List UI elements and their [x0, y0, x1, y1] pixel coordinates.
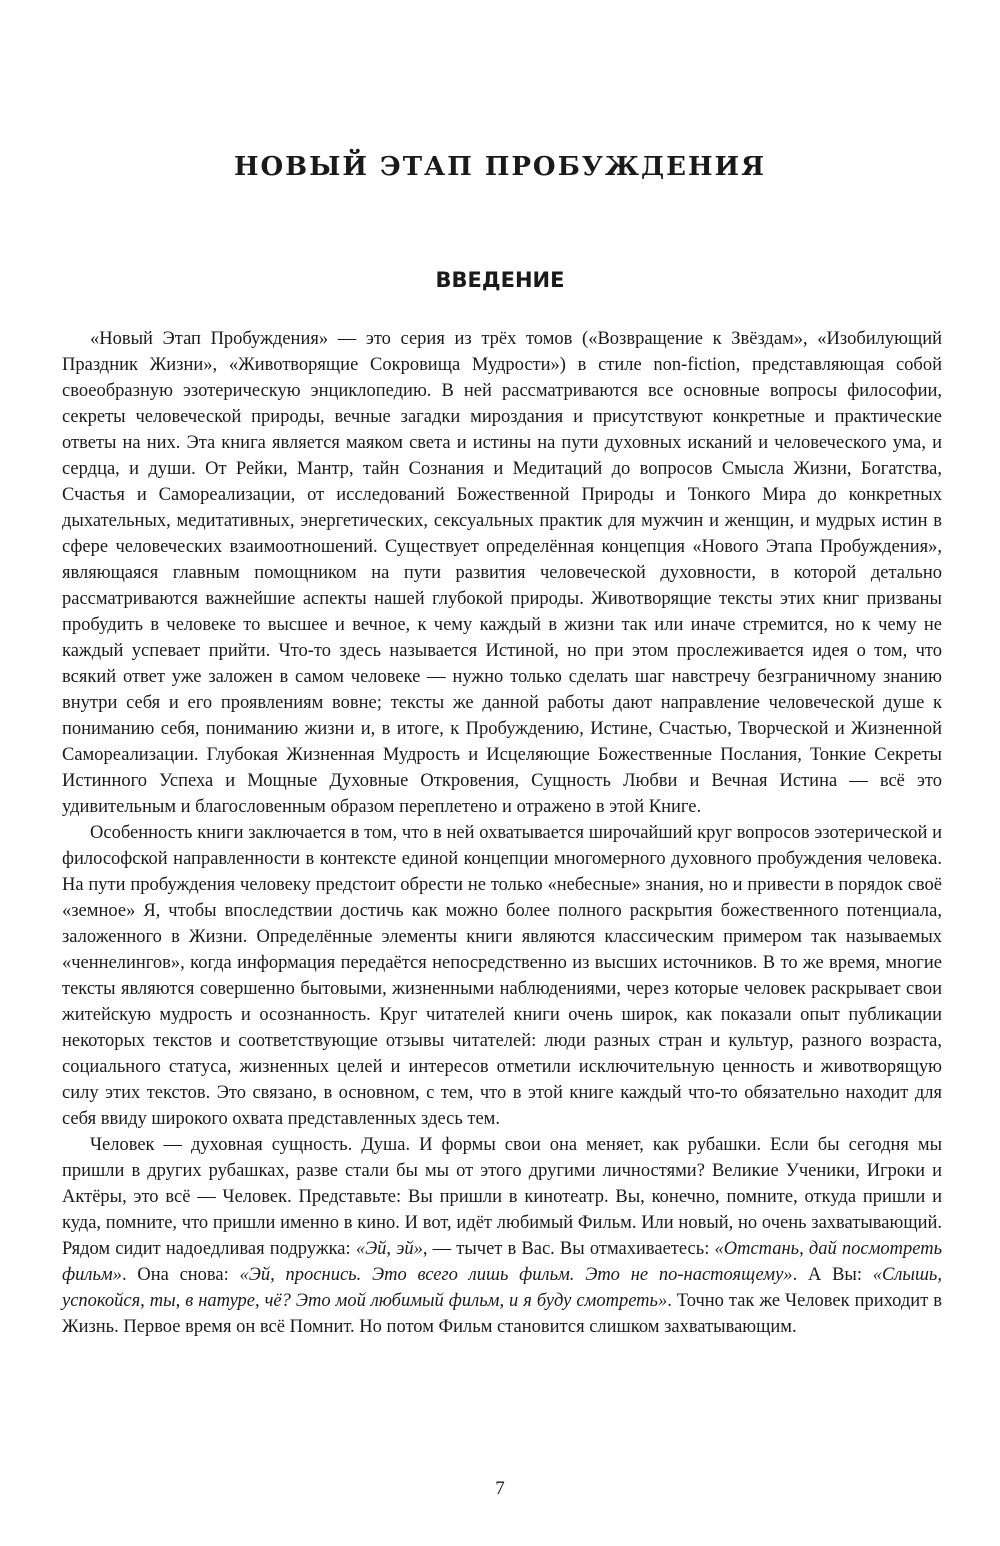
quote-calm-down: «Слышь, успокойся, ты, в натуре, чё? Это мой любимый фильм, и я буду смотреть» [62, 1265, 942, 1311]
paragraph-3-text: . А Вы: [792, 1265, 873, 1285]
paragraph-1: «Новый Этап Пробуждения» — это серия из трёх томов («Возвращение к Звёздам», «Изобилующий Праздник Жизни», «Животворящие Сокровища Мудрости») в стиле non-fiction, представляющая собой своеобразную эзотерическую энциклопедию. В ней рассматриваются все основные вопросы философии, секреты человеческой природы, вечные загадки мироздания и присутствуют конкретные и практические ответы на них. Эта книга является маяком света и истины на пути духовных исканий и человеческого ума, и сердца, и души. От Рейки, Мантр, тайн Сознания и Медитаций до вопросов Смысла Жизни, Богатства, Счастья и Самореализации, от исследований Божественной Природы и Тонкого Мира до конкретных дыхательных, медитативных, энергетических, сексуальных практик для мужчин и женщин, и мудрых истин в сфере человеческих взаимоотношений. Существует определённая концепция «Нового Этапа Пробуждения», являющаяся главным помощником на пути развития человеческой духовности, в которой детально рассматриваются важнейшие аспекты нашей глубокой природы. Животворящие тексты этих книг призваны пробудить в человеке то высшее и вечное, к чему каждый в жизни так или иначе стремится, но к чему не каждый успевает прийти. Что-то здесь называется Истиной, но при этом прослеживается идея о том, что всякий ответ уже заложен в самом человеке — нужно только сделать шаг навстречу безграничному знанию внутри себя и его проявлениям вовне; тексты же данной работы дают направление человеческой душе к пониманию себя, пониманию жизни и, в итоге, к Пробуждению, Истине, Счастью, Творческой и Жизненной Самореализации. Глубокая Жизненная Мудрость и Исцеляющие Божественные Послания, Тонкие Секреты Истинного Успеха и Мощные Духовные Откровения, Сущность Любви и Вечная Истина — всё это удивительным и благословенным образом переплетено и отражено в этой Книге. [62, 329, 942, 817]
quote-wake-up: «Эй, проснись. Это всего лишь фильм. Это не по-настоящему» [239, 1265, 793, 1285]
section-heading: ВВЕДЕНИЕ [435, 268, 565, 292]
paragraph-3-text: . Точно так же Человек приходит в Жизнь. Первое время он всё Помнит. Но потом Фильм становится слишком захватывающим. [62, 1291, 942, 1337]
paragraph-3 [62, 1132, 942, 1340]
paragraph-3-text: , — тычет в Вас. Вы отмахиваетесь: [422, 1239, 715, 1259]
paragraph-2: Особенность книги заключается в том, что в ней охватывается широчайший круг вопросов эзотерической и философской направленности в контексте единой концепции многомерного духовного пробуждения человека. На пути пробуждения человеку предстоит обрести не только «небесные» знания, но и привести в порядок своё «земное» Я, чтобы впоследствии достичь как можно более полного раскрытия божественного потенциала, заложенного в Жизни. Определённые элементы книги являются классическим примером так называемых «ченнелингов», когда информация передаётся непосредственно из высших источников. В то же время, многие тексты являются совершенно бытовыми, жизненными наблюдениями, через которые человек раскрывает свои житейскую мудрость и осознанность. Круг читателей книги очень широк, как показали опыт публикации некоторых текстов и соответствующие отзывы читателей: люди разных стран и культур, разного возраста, социального статуса, жизненных целей и интересов отметили исключительную ценность и животворящую силу этих текстов. Это связано, в основном, с тем, что в этой книге каждый что-то обязательно находит для себя ввиду широкого охвата представленных здесь тем. [62, 823, 942, 1129]
paragraph-3-text: Человек — духовная сущность. Душа. И формы свои она меняет, как рубашки. Если бы сегодня мы пришли в других рубашках, разве стали бы мы от этого другими личностями? Великие Ученики, Игроки и Актёры, это всё — Человек. Представьте: Вы пришли в кинотеатр. Вы, конечно, помните, откуда пришли и куда, помните, что пришли именно в кино. И вот, идёт любимый Фильм. Или новый, но очень захватывающий. Рядом сидит надоедливая подружка: [62, 1135, 942, 1259]
quote-hey: «Эй, эй» [355, 1239, 423, 1259]
quote-leave-me: «Отстань, дай посмотреть фильм» [62, 1239, 942, 1285]
page-title: НОВЫЙ ЭТАП ПРОБУЖДЕНИЯ [233, 152, 767, 182]
page-number: 7 [495, 1478, 505, 1499]
body-text [62, 326, 942, 1340]
paragraph-3-text: . Она снова: [121, 1265, 240, 1285]
